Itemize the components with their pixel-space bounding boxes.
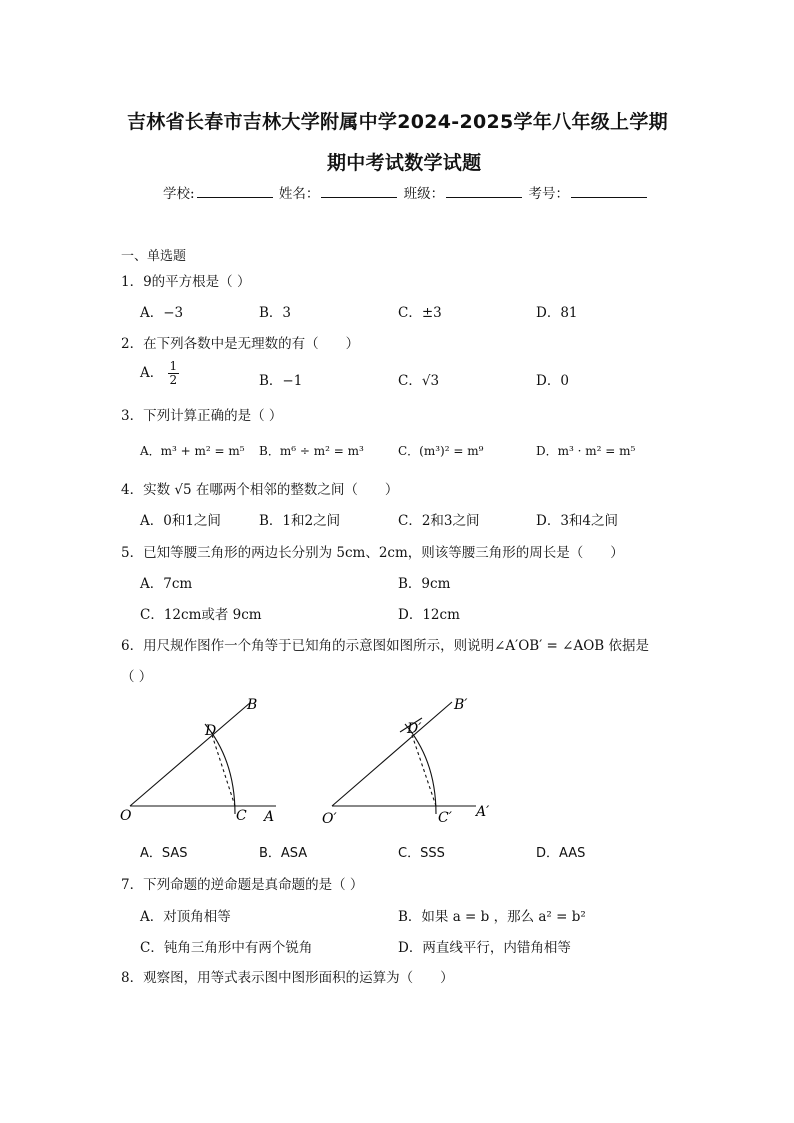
fraction-denominator: 2 <box>169 373 178 387</box>
name-label: 姓名： <box>278 186 320 202</box>
fraction-one-half <box>168 360 180 387</box>
arc-dc-prime <box>405 724 436 814</box>
q2-option-a-label: A． <box>140 365 164 381</box>
q4-option-b: B．1和2之间 <box>259 513 341 529</box>
q1-option-c: C．±3 <box>398 305 442 321</box>
label-a-prime: A′ <box>476 804 490 820</box>
exam-number-label: 考号： <box>528 186 569 202</box>
q3-option-b: B．m⁶ ÷ m² = m³ <box>259 444 364 458</box>
page-title-line2: 期中考试数学试题 <box>327 152 482 174</box>
label-o: O <box>120 808 132 824</box>
dashed-segment-dc-prime <box>412 735 436 806</box>
question-2-stem: 2．在下列各数中是无理数的有（ ） <box>121 336 360 352</box>
label-b: B <box>247 697 258 713</box>
page-title-line1: 吉林省长春市吉林大学附属中学2024-2025学年八年级上学期 <box>127 111 668 133</box>
q2-option-c-label: C． <box>398 373 422 389</box>
radical-three: √3 <box>421 373 440 389</box>
name-blank[interactable] <box>321 185 397 198</box>
question-5-stem: 5．已知等腰三角形的两边长分别为 5cm、2cm，则该等腰三角形的周长是（ ） <box>121 545 624 561</box>
exam-number-blank[interactable] <box>571 185 647 198</box>
label-d: D <box>205 723 217 739</box>
q4-option-a: A．0和1之间 <box>140 513 221 529</box>
angle-construction-figure <box>110 690 510 830</box>
label-a: A <box>264 809 275 825</box>
label-c-prime: C′ <box>438 810 452 826</box>
class-label: 班级： <box>403 186 445 202</box>
label-b-prime: B′ <box>454 697 468 713</box>
q1-option-d: D．81 <box>536 305 578 321</box>
q5-option-d: D．12cm <box>398 607 460 623</box>
q5-option-a: A．7cm <box>140 576 193 592</box>
q3-option-c: C．(m³)² = m⁹ <box>398 444 484 458</box>
q7-option-a: A．对顶角相等 <box>140 909 231 925</box>
label-o-prime: O′ <box>322 811 337 827</box>
label-d-prime: D′ <box>407 721 422 737</box>
question-8-stem: 8．观察图，用等式表示图中图形面积的运算为（ ） <box>121 970 454 986</box>
q7-option-c: C．钝角三角形中有两个锐角 <box>140 940 313 956</box>
original-angle-figure <box>130 702 276 814</box>
q4-option-d: D．3和4之间 <box>536 513 619 529</box>
q6-option-b: B．ASA <box>259 846 308 861</box>
q2-option-b: B．−1 <box>259 373 303 389</box>
q6-option-c: C．SSS <box>398 846 445 861</box>
q2-option-c <box>398 369 439 389</box>
question-7-stem: 7．下列命题的逆命题是真命题的是（ ） <box>121 877 364 893</box>
q7-option-d: D．两直线平行，内错角相等 <box>398 940 571 956</box>
q7-option-b: B．如果 a = b ，那么 a² = b² <box>398 909 586 925</box>
question-6-stem: 6．用尺规作图作一个角等于已知角的示意图如图所示，则说明∠A′OB′ = ∠AOB 依据是 <box>121 638 650 654</box>
q2-option-a <box>140 360 179 387</box>
section-title: 一、单选题 <box>121 249 187 264</box>
question-6-stem-cont: （ ） <box>121 669 153 685</box>
q1-option-a: A．−3 <box>140 305 184 321</box>
label-c: C <box>236 808 247 824</box>
question-4-stem: 4．实数 √5 在哪两个相邻的整数之间（ ） <box>121 482 399 498</box>
q5-option-c: C．12cm或者 9cm <box>140 607 262 623</box>
dashed-segment-dc <box>212 735 235 806</box>
ray-ob <box>130 702 251 806</box>
school-blank[interactable] <box>197 185 273 198</box>
q5-option-b: B．9cm <box>398 576 451 592</box>
q3-option-d: D．m³ · m² = m⁵ <box>536 444 636 458</box>
copied-angle-figure <box>332 702 476 814</box>
fraction-numerator: 1 <box>169 359 178 373</box>
q1-option-b: B．3 <box>259 305 292 321</box>
q3-option-a: A．m³ + m² = m⁵ <box>140 444 245 458</box>
q6-option-d: D．AAS <box>536 846 586 861</box>
q2-option-d: D．0 <box>536 373 569 389</box>
question-3-stem: 3．下列计算正确的是（ ） <box>121 408 283 424</box>
question-1-stem: 1．9的平方根是（ ） <box>121 274 251 290</box>
school-label: 学校: <box>163 186 195 202</box>
q4-option-c: C．2和3之间 <box>398 513 480 529</box>
info-fields <box>163 182 649 202</box>
class-blank[interactable] <box>446 185 522 198</box>
q6-option-a: A．SAS <box>140 846 188 861</box>
